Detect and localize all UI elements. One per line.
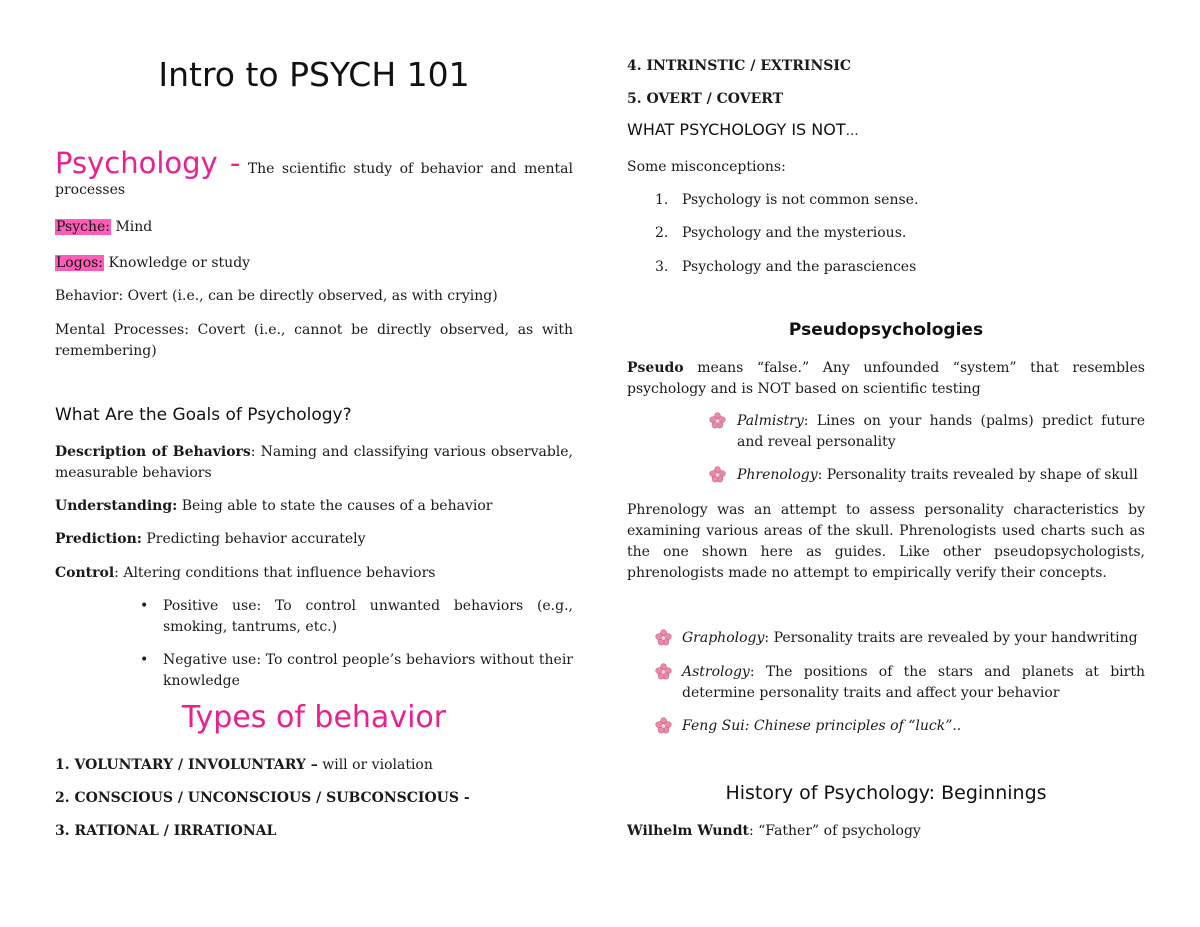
psyche-term: Psyche: [56,219,110,235]
type-label: 1. VOLUNTARY / INVOLUNTARY – [55,757,318,773]
goal-term: Prediction: [55,531,142,547]
logos-term: Logos: [56,255,104,271]
pink-flower-bullet-icon [655,629,672,646]
goal-understanding [55,496,573,517]
type-item [627,56,1145,77]
pseudo-def: means “false.” Any unfounded “system” that resembles psychology and is NOT based on scientific testing [627,360,1145,397]
list-text: Psychology is not common sense. [682,192,919,208]
bullet-icon: • [140,598,149,614]
goal-prediction [55,529,573,550]
item-def: : Personality traits are revealed by your handwriting [764,630,1138,646]
type-item [627,89,1145,110]
goals-heading: What Are the Goals of Psychology? [55,405,352,425]
item-term: Phrenology [737,467,818,483]
list-text [682,628,1145,649]
bullet-icon: • [140,652,149,668]
behavior-line: Behavior: Overt (i.e., can be directly observed, as with crying) [55,288,498,304]
list-text [737,465,1145,486]
goal-term: Control [55,565,115,581]
phrenology-paragraph: Phrenology was an attempt to assess personality characteristics by examining various areas of the skull. Phrenologists used charts such as the one shown here as guides. Like other pseudopsychologists, phrenologists made no attempt to empirically verify their concepts. [627,502,1145,581]
goal-def: Predicting behavior accurately [141,531,366,547]
goal-term: Description of Behaviors [55,444,251,460]
list-text [737,411,1145,453]
bullet-text: Negative use: To control people’s behaviors without their knowledge [163,652,573,689]
not-heading-text: WHAT PSYCHOLOGY IS NOT [627,120,846,139]
list-text [682,662,1145,704]
list-item [55,650,573,692]
wundt-def: : “Father” of psychology [748,823,921,839]
psychology-definition [55,147,573,201]
type-rest: will or violation [317,757,433,773]
type-label: 3. RATIONAL / IRRATIONAL [55,823,277,839]
wundt-term: Wilhelm Wundt [627,823,749,839]
psychology-def: The scientific study of behavior and mental processes [55,161,573,198]
list-text: Psychology and the mysterious. [682,225,907,241]
list-item [627,716,1145,737]
psychology-term: Psychology - [55,146,241,180]
type-item [55,788,573,809]
mental-processes-line: Mental Processes: Covert (i.e., cannot be directly observed, as with remembering) [55,322,573,359]
psyche-def: Mind [111,219,153,235]
type-label: 2. CONSCIOUS / UNCONSCIOUS / SUBCONSCIOUS - [55,790,470,806]
not-heading [627,120,1145,139]
pseudo-definition [627,358,1145,400]
item-term: Astrology [682,664,750,680]
goal-def: Being able to state the causes of a behavior [177,498,493,514]
pseudo-term: Pseudo [627,360,684,376]
item-term: Feng Sui: Chinese principles of “luck”.. [682,718,962,734]
page-title: Intro to PSYCH 101 [158,55,470,94]
list-item [55,596,573,638]
type-label: 4. INTRINSTIC / EXTRINSIC [627,58,852,74]
goal-def: : Naming and classifying various observable, measurable behaviors [55,444,574,481]
pink-flower-bullet-icon [709,466,726,483]
goal-control [55,563,573,584]
list-item [627,411,1145,453]
item-term: Palmistry [737,413,804,429]
goal-def: : Altering conditions that influence behaviors [114,565,436,581]
not-ellipsis: … [845,124,859,139]
pink-flower-bullet-icon [655,663,672,680]
misconceptions-intro: Some misconceptions: [627,159,786,175]
item-def: : Personality traits revealed by shape of skull [817,467,1138,483]
list-item [627,662,1145,704]
type-item [55,821,573,842]
goal-term: Understanding: [55,498,178,514]
logos-line [55,253,573,274]
list-text [682,716,1145,737]
list-number: 1. [655,192,669,208]
type-label: 5. OVERT / COVERT [627,91,784,107]
pink-flower-bullet-icon [709,412,726,429]
goal-description [55,442,573,484]
history-heading: History of Psychology: Beginnings [725,782,1047,804]
wundt-line [627,821,1145,842]
type-item [55,755,573,776]
list-number: 2. [655,225,669,241]
item-term: Graphology [682,630,765,646]
list-text: Psychology and the parasciences [682,259,917,275]
list-number: 3. [655,259,669,275]
psyche-line [55,217,573,238]
pseudo-heading: Pseudopsychologies [788,320,984,340]
pink-flower-bullet-icon [655,717,672,734]
list-item [627,465,1145,486]
logos-def: Knowledge or study [104,255,251,271]
item-def: : The positions of the stars and planets at birth determine personality traits and affect your behavior [682,664,1145,701]
types-heading: Types of behavior [181,700,447,735]
list-item [627,628,1145,649]
bullet-text: Positive use: To control unwanted behaviors (e.g., smoking, tantrums, etc.) [163,598,573,635]
item-def: : Lines on your hands (palms) predict future and reveal personality [737,413,1145,450]
